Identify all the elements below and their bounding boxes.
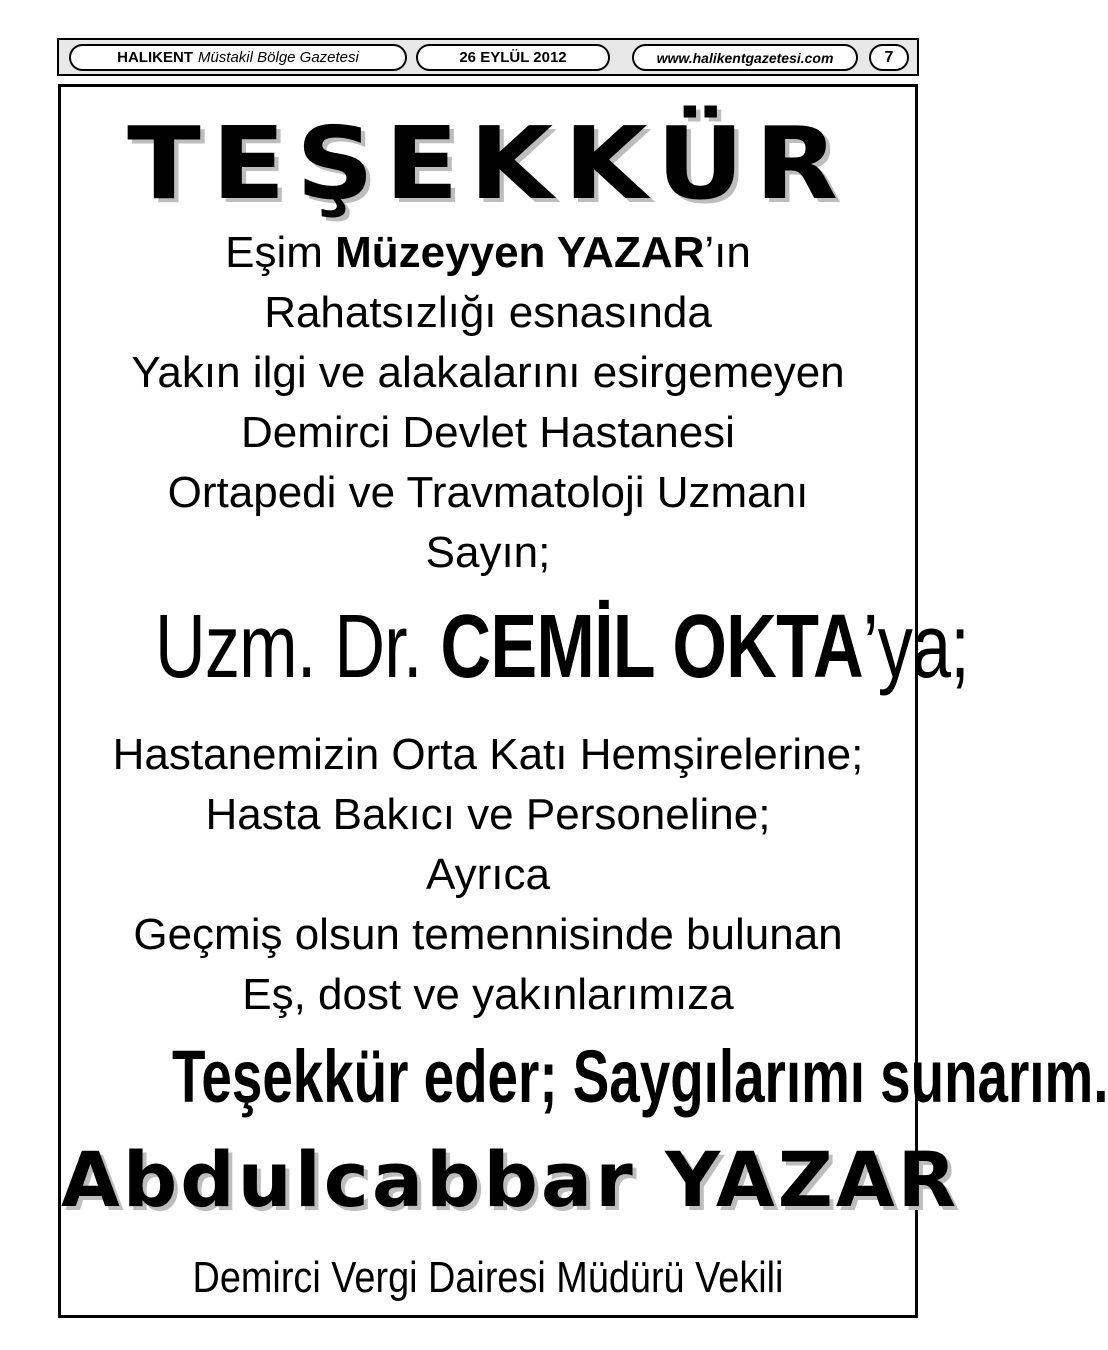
doctor-line bbox=[154, 592, 970, 702]
closing-line: Teşekkür eder; Saygılarımı sunarım. bbox=[172, 1035, 1108, 1118]
body-line-9: Hasta Bakıcı ve Personeline; bbox=[205, 790, 771, 839]
patient-name: Müzeyyen YAZAR bbox=[335, 228, 705, 277]
body-line-6: Sayın; bbox=[425, 528, 551, 577]
newspaper-subtitle: Müstakil Bölge Gazetesi bbox=[197, 49, 359, 66]
website-link[interactable]: www.halikentgazetesi.com bbox=[632, 44, 858, 71]
ad-headline: TEŞEKKÜR bbox=[127, 105, 849, 222]
thank-you-ad bbox=[58, 84, 1108, 1318]
intro-prefix: Eşim bbox=[225, 228, 336, 277]
doctor-name: CEMİL OKTA bbox=[440, 597, 863, 697]
intro-suffix: ’ın bbox=[704, 228, 751, 277]
doctor-prefix: Uzm. Dr. bbox=[154, 597, 441, 697]
body-line-3: Yakın ilgi ve alakalarını esirgemeyen bbox=[131, 348, 845, 397]
body-line-11: Geçmiş olsun temennisinde bulunan bbox=[133, 910, 843, 959]
body-line-10: Ayrıca bbox=[426, 850, 550, 899]
body-line-5: Ortapedi ve Travmatoloji Uzmanı bbox=[167, 468, 809, 517]
intro-line bbox=[61, 227, 915, 279]
body-line-2: Rahatsızlığı esnasında bbox=[264, 288, 712, 337]
page-number: 7 bbox=[869, 44, 909, 71]
newspaper-title bbox=[69, 44, 407, 71]
issue-date: 26 EYLÜL 2012 bbox=[416, 44, 610, 71]
body-line-8: Hastanemizin Orta Katı Hemşirelerine; bbox=[112, 730, 864, 779]
signature-name: Abdulcabbar YAZAR bbox=[61, 1135, 960, 1224]
newspaper-name: HALIKENT bbox=[117, 49, 193, 66]
doctor-suffix: ’ya; bbox=[862, 597, 970, 697]
body-line-12: Eş, dost ve yakınlarımıza bbox=[242, 970, 734, 1019]
newspaper-header bbox=[57, 38, 919, 76]
body-line-4: Demirci Devlet Hastanesi bbox=[241, 408, 735, 457]
signer-title: Demirci Vergi Dairesi Müdürü Vekili bbox=[192, 1253, 784, 1302]
